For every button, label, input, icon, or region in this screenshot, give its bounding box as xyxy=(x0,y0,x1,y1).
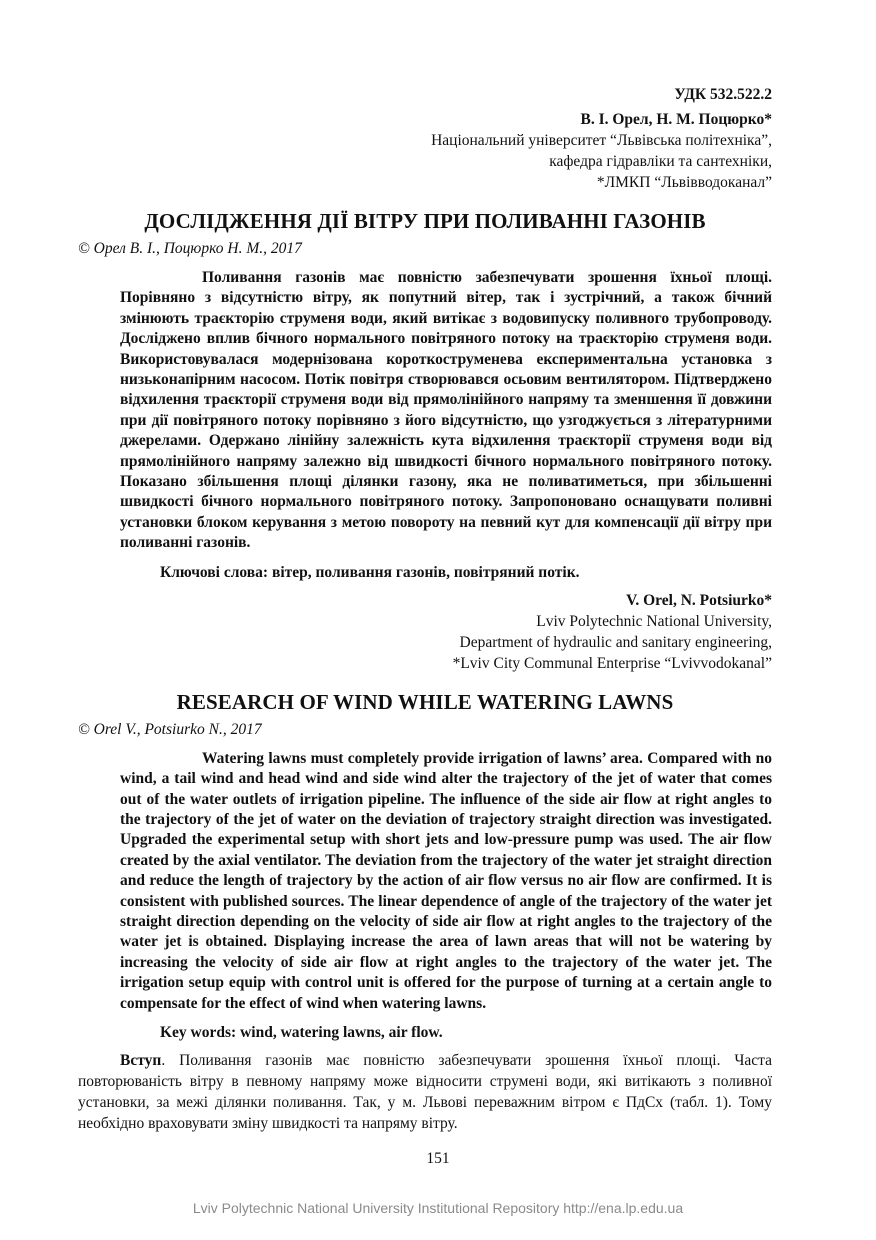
abstract-ua: Поливання газонів має повністю забезпечувати зрошення їхньої площі. Порівняно з відсутністю вітру, як попутний вітер, так і зустрічний, а також бічний змінюють траєкторію струменя води, який витікає з водовипуску поливного трубопроводу. Досліджено вплив бічного нормального повітряного потоку на траєкторію струменя води. Використовувалася модернізована короткоструменева експериментальна установка з низьконапірним насосом. Потік повітря створювався осьовим вентилятором. Підтверджено відхилення траєкторії струменя води від прямолінійного напряму та зменшення її довжини при дії повітряного потоку порівняно з його відсутністю, що узгоджується з літературними джерелами. Одержано лінійну залежність кута відхилення траєкторії струменя води від прямолінійного напряму залежно від швидкості бічного нормального повітряного потоку. Показано збільшення площі ділянки газону, яка не поливатиметься, при збільшенні швидкості бічного нормального повітряного потоку. Запропоновано оснащувати поливні установки блоком керування з метою повороту на певний кут для компенсації дії вітру при поливанні газонів. xyxy=(120,269,772,552)
affiliation-en-line-1: Lviv Polytechnic National University, xyxy=(536,612,772,630)
affiliation-en-line-3: *Lviv City Communal Enterprise “Lvivvodokanal” xyxy=(452,654,772,672)
udc-code: УДК 532.522.2 xyxy=(674,86,772,103)
copyright-ua: © Орел В. І., Поцюрко Н. М., 2017 xyxy=(78,240,302,257)
abstract-en: Watering lawns must completely provide irrigation of lawns’ area. Compared with no wind, a tail wind and head wind and side wind alter the trajectory of the jet of water that comes out of the water outlets of irrigation pipeline. The influence of the side air flow at right angles to the trajectory of the jet of water on the deviation of trajectory straight direction was investigated. Upgraded the experimental setup with short jets and low-pressure pump was used. The air flow created by the axial ventilator. The deviation from the trajectory of the water jet straight direction and reduce the length of trajectory by the action of air flow versus no air flow are confirmed. It is consistent with published sources. The linear dependence of angle of the trajectory of the water jet straight direction depending on the velocity of side air flow at right angles to the trajectory of the water jet is obtained. Displaying increase the area of lawn areas that will not be watering by increasing the velocity of side air flow at right angles to the trajectory of the water jet. The irrigation setup equip with control unit is offered for the purpose of turning at a certain angle to compensate for the effect of wind when watering lawns. xyxy=(120,749,772,1012)
page-number: 151 xyxy=(426,1150,450,1167)
repository-footer: Lviv Polytechnic National University Institutional Repository http://ena.lp.edu.ua xyxy=(192,1200,684,1216)
affiliation-ua-line-1: Національний університет “Львівська політехніка”, xyxy=(431,132,772,149)
authors-en: V. Orel, N. Potsiurko* xyxy=(626,591,772,609)
affiliation-ua-line-2: кафедра гідравліки та сантехніки, xyxy=(549,153,772,170)
copyright-en: © Orel V., Potsiurko N., 2017 xyxy=(78,720,262,738)
introduction-paragraph xyxy=(78,1050,772,1134)
keywords-en: Key words: wind, watering lawns, air flow. xyxy=(160,1023,443,1041)
introduction-text: . Поливання газонів має повністю забезпечувати зрошення їхньої площі. Часта повторюваність вітру в певному напряму може відносити струмені води, які витікають з поливної установки, за межі ділянки поливання. Так, у м. Львові переважним вітром є ПдСх (табл. 1). Тому необхідно враховувати зміну швидкості та напряму вітру. xyxy=(78,1051,772,1132)
authors-ua: В. І. Орел, Н. М. Поцюрко* xyxy=(580,111,772,128)
title-en: RESEARCH OF WIND WHILE WATERING LAWNS xyxy=(176,689,674,714)
paper-page xyxy=(78,70,772,1134)
title-ua: ДОСЛІДЖЕННЯ ДІЇ ВІТРУ ПРИ ПОЛИВАННІ ГАЗОНІВ xyxy=(144,209,706,233)
affiliation-ua-line-3: *ЛМКП “Львівводоканал” xyxy=(596,174,772,191)
keywords-ua: Ключові слова: вітер, поливання газонів, повітряний потік. xyxy=(160,563,580,581)
affiliation-en-line-2: Department of hydraulic and sanitary engineering, xyxy=(459,633,772,651)
introduction-heading: Вступ xyxy=(120,1051,162,1069)
